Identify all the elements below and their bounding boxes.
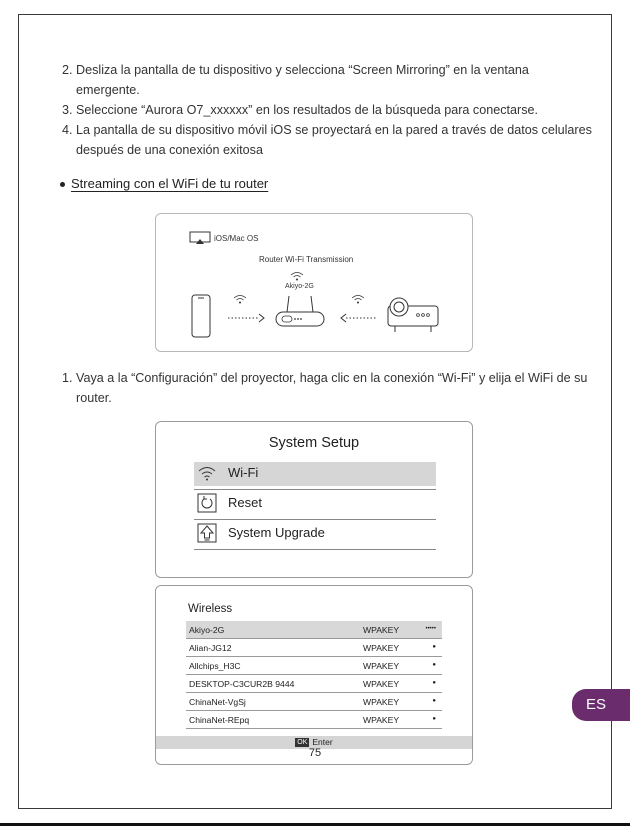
- network-security: WPAKEY: [363, 643, 400, 653]
- signal-strength: ●: [432, 680, 436, 686]
- wifi-icon: [290, 271, 304, 281]
- step-number: 4.: [62, 123, 73, 137]
- screen-mirroring-icon: [189, 231, 211, 245]
- network-row[interactable]: [186, 657, 442, 674]
- instruction-step-4: [62, 120, 592, 160]
- setup-item-label: System Upgrade: [228, 525, 325, 540]
- network-row[interactable]: [186, 711, 442, 728]
- step-number: 3.: [62, 103, 73, 117]
- system-setup-panel: [155, 421, 473, 578]
- bottom-rule: [0, 823, 630, 826]
- network-ssid: ChinaNet-REpq: [189, 715, 250, 725]
- signal-strength: ●: [432, 698, 436, 704]
- network-ssid: ChinaNet-VgSj: [189, 697, 246, 707]
- upgrade-icon: [197, 523, 217, 543]
- network-row[interactable]: [186, 621, 442, 638]
- step-text: La pantalla de su dispositivo móvil iOS se proyectará en la pared a través de datos celulares después de una conexión exitosa: [76, 123, 592, 157]
- step-text: Seleccione “Aurora O7_xxxxxx” en los resultados de la búsqueda para conectarse.: [76, 103, 539, 117]
- connection-diagram: [155, 213, 473, 352]
- signal-strength: ●: [432, 644, 436, 650]
- router-icon: [274, 294, 326, 328]
- network-security: WPAKEY: [363, 697, 400, 707]
- signal-strength: ●: [432, 716, 436, 722]
- network-row[interactable]: [186, 693, 442, 710]
- network-ssid: Akiyo-2G: [189, 625, 225, 635]
- network-ssid: Alian-JG12: [189, 643, 232, 653]
- network-security: WPAKEY: [363, 715, 400, 725]
- instruction-step-1: [62, 368, 592, 408]
- setup-item-reset[interactable]: [194, 492, 436, 516]
- setup-item-label: Reset: [228, 495, 262, 510]
- arrow-right-icon: [227, 313, 267, 323]
- projector-icon: [386, 296, 440, 338]
- network-row[interactable]: [186, 639, 442, 656]
- instruction-step-2: [62, 60, 592, 100]
- network-ssid: DESKTOP-C3CUR2B 9444: [189, 679, 295, 689]
- wifi-icon: [351, 294, 365, 304]
- row-divider: [194, 489, 436, 490]
- transmission-label: Router Wi-Fi Transmission: [259, 255, 354, 264]
- wifi-icon: [233, 294, 247, 304]
- step-number: 2.: [62, 63, 73, 77]
- system-setup-title: System Setup: [268, 435, 360, 451]
- router-ssid-label: Akiyo-2G: [285, 283, 314, 290]
- ok-key-badge[interactable]: OK: [297, 739, 308, 746]
- enter-label: Enter: [312, 737, 333, 747]
- network-security: WPAKEY: [363, 661, 400, 671]
- network-ssid: Allchips_H3C: [189, 661, 241, 671]
- step-number: 1.: [62, 371, 73, 385]
- arrow-left-icon: [338, 313, 378, 323]
- row-divider: [194, 549, 436, 550]
- network-row[interactable]: [186, 675, 442, 692]
- network-security: WPAKEY: [363, 679, 400, 689]
- device-os-label: iOS/Mac OS: [214, 234, 259, 243]
- phone-icon: [191, 294, 211, 338]
- bullet-icon: [60, 182, 65, 187]
- row-divider: [194, 519, 436, 520]
- signal-strength: •••••: [425, 626, 436, 632]
- instruction-step-3: [62, 100, 592, 120]
- language-tab[interactable]: ES: [572, 689, 630, 721]
- setup-item-system-upgrade[interactable]: [194, 522, 436, 546]
- page-number: 75: [308, 747, 322, 759]
- step-text: Desliza la pantalla de tu dispositivo y selecciona “Screen Mirroring” en la ventana emergente.: [76, 63, 529, 97]
- reset-icon: [197, 493, 217, 513]
- row-divider: [186, 728, 442, 729]
- section-heading: [60, 176, 268, 191]
- signal-strength: ●: [432, 662, 436, 668]
- setup-item-wifi[interactable]: [194, 462, 436, 486]
- section-heading-text[interactable]: Streaming con el WiFi de tu router: [71, 176, 269, 191]
- wireless-panel: [155, 585, 473, 765]
- network-security: WPAKEY: [363, 625, 400, 635]
- step-text: Vaya a la “Configuración” del proyector, haga clic en la conexión “Wi-Fi” y elija el WiFi de su router.: [76, 371, 588, 405]
- setup-item-label: Wi-Fi: [228, 465, 259, 480]
- wireless-title: Wireless: [188, 603, 233, 615]
- wifi-icon: [197, 463, 217, 483]
